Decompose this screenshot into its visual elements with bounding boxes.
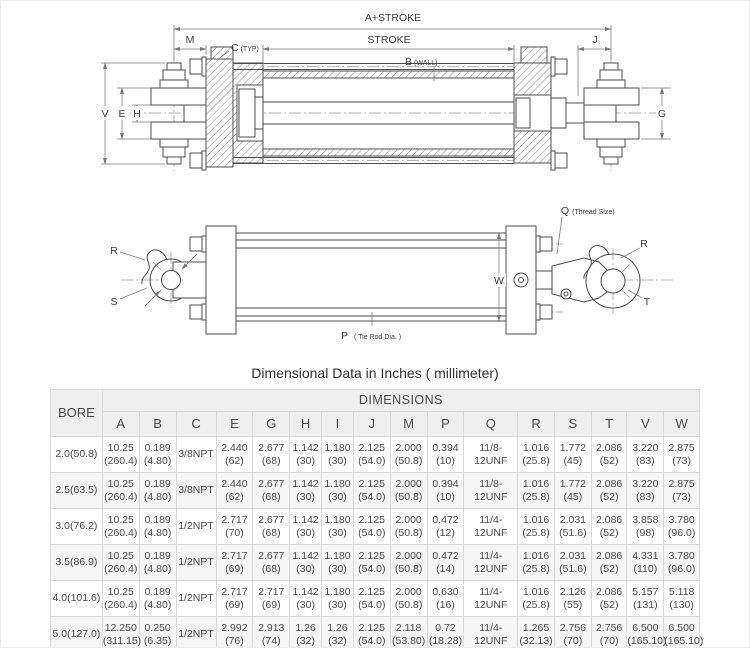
dimension-cell: 2.440 (62) (216, 437, 253, 473)
dimension-cell: 3.858 (98) (627, 509, 664, 545)
cap-clevis (151, 63, 208, 164)
dimension-cell: 2.125 (54.0) (353, 437, 390, 473)
dimension-cell: 0.189 (4.80) (139, 509, 176, 545)
dimension-cell: 2.717 (70) (216, 509, 253, 545)
dimension-cell: 2.677 (68) (253, 473, 290, 509)
dim-label-s: S (110, 296, 118, 308)
dimension-cell: 4.331 (110) (627, 545, 664, 581)
dimension-cell: 11/4-12UNF (464, 545, 518, 581)
dimension-cell: 2.125 (54.0) (353, 617, 390, 648)
column-header-i: I (322, 412, 354, 437)
dimension-cell: 1.180 (30) (322, 545, 354, 581)
dimension-cell: 1.26 (32) (290, 617, 322, 648)
dimension-cell: 10.25 (260.4) (102, 581, 139, 617)
table-row (51, 437, 700, 473)
bore-cell: 3.0(76.2) (51, 509, 103, 545)
dimension-cell: 6.500 (165.10) (664, 617, 700, 648)
dim-label-m: M (185, 34, 195, 46)
bore-cell: 5.0(127.0) (51, 617, 103, 648)
dimension-cell: 11/4-12UNF (464, 617, 518, 648)
dimension-cell: 1.26 (32) (322, 617, 354, 648)
head-plan (506, 226, 607, 334)
column-header-w: W (664, 412, 700, 437)
dimension-cell: 1.016 (25.8) (518, 545, 555, 581)
dim-label-q: Q (Thread Size) (561, 205, 615, 217)
dimension-cell: 2.992 (76) (216, 617, 253, 648)
dimension-cell: 1.180 (30) (322, 437, 354, 473)
dimension-cell: 2.000 (50.8) (390, 581, 427, 617)
table-title: Dimensional Data in Inches ( millimeter) (251, 365, 499, 381)
dimension-cell: 1.016 (25.8) (518, 509, 555, 545)
dimension-cell: 0.630 (16) (427, 581, 464, 617)
dimension-cell: 1.142 (30) (290, 581, 322, 617)
dimension-cell: 3/8NPT (176, 437, 216, 473)
dimension-cell: 0.394 (10) (427, 437, 464, 473)
dimension-cell: 3.220 (83) (627, 473, 664, 509)
dim-label-e: E (118, 108, 126, 120)
dimension-cell: 0.189 (4.80) (139, 437, 176, 473)
dimension-cell: 2.717 (69) (216, 581, 253, 617)
dimension-cell: 3.780 (96.0) (664, 545, 700, 581)
dim-label-t: T (643, 296, 651, 308)
column-header-e: E (216, 412, 253, 437)
column-header-h: H (290, 412, 322, 437)
column-header-a: A (102, 412, 139, 437)
column-header-q: Q (464, 412, 518, 437)
dimension-cell: 1.142 (30) (290, 509, 322, 545)
column-header-m: M (390, 412, 427, 437)
dim-label-stroke: STROKE (367, 34, 411, 46)
dimension-cell: 2.875 (73) (664, 437, 700, 473)
dimension-cell: 1.142 (30) (290, 473, 322, 509)
cylinder-tube (233, 64, 551, 164)
dim-label-r-left: R (110, 245, 118, 257)
side-section-drawing (1, 1, 750, 193)
dimension-cell: 5.118 (130) (664, 581, 700, 617)
dim-label-a-stroke: A+STROKE (364, 12, 422, 24)
dimension-cell: 2.031 (51.6) (554, 509, 591, 545)
dimension-cell: 2.086 (52) (591, 545, 627, 581)
dimension-cell: 6.500 (165.10) (627, 617, 664, 648)
dimension-cell: 10.25 (260.4) (102, 545, 139, 581)
bore-cell: 2.0(50.8) (51, 437, 103, 473)
dimension-cell: 3.780 (96.0) (664, 509, 700, 545)
dimension-cell: 12.250 (311.15) (102, 617, 139, 648)
dimension-cell: 1.180 (30) (322, 509, 354, 545)
dimension-cell: 1.142 (30) (290, 545, 322, 581)
dim-label-g: G (657, 108, 667, 120)
dimension-cell: 10.25 (260.4) (102, 473, 139, 509)
dimension-cell: 1.772 (45) (554, 437, 591, 473)
dimension-cell: 1.180 (30) (322, 473, 354, 509)
table-row (51, 545, 700, 581)
column-header-c: C (176, 412, 216, 437)
dimension-cell: 2.086 (52) (591, 509, 627, 545)
dimension-cell: 1/2NPT (176, 545, 216, 581)
dimension-cell: 1/2NPT (176, 581, 216, 617)
dimension-cell: 2.086 (52) (591, 581, 627, 617)
dimension-cell: 1.180 (30) (322, 581, 354, 617)
dimension-cell: 11/4-12UNF (464, 581, 518, 617)
dimension-cell: 0.472 (12) (427, 509, 464, 545)
dimension-cell: 3/8NPT (176, 473, 216, 509)
table-body (51, 437, 704, 648)
table-row (51, 617, 700, 648)
dimension-cell: 11/8-12UNF (464, 473, 518, 509)
dimension-cell: 1.772 (45) (554, 473, 591, 509)
dimension-cell: 11/8-12UNF (464, 437, 518, 473)
dimension-cell: 1.016 (25.8) (518, 473, 555, 509)
dimension-cell: 1/2NPT (176, 617, 216, 648)
dimension-cell: 2.717 (69) (253, 581, 290, 617)
dimension-cell: 0.189 (4.80) (139, 473, 176, 509)
dimension-cell: 2.677 (68) (253, 545, 290, 581)
dim-label-b: B (WALL) (405, 56, 438, 68)
table-row (51, 581, 700, 617)
dimension-cell: 1.265 (32.13) (518, 617, 555, 648)
table-row (51, 509, 700, 545)
dimension-cell: 10.25 (260.4) (102, 509, 139, 545)
rod-head (514, 47, 584, 170)
dimension-cell: 2.913 (74) (253, 617, 290, 648)
column-header-v: V (627, 412, 664, 437)
tube-plan (236, 233, 506, 321)
dimension-cell: 2.756 (70) (554, 617, 591, 648)
dim-label-p: P ( Tie Rod Dia. ) (341, 330, 402, 342)
dimension-cell: 2.717 (69) (216, 545, 253, 581)
dimension-cell: 1.016 (25.8) (518, 437, 555, 473)
column-header-j: J (353, 412, 390, 437)
table-row (51, 473, 700, 509)
dim-label-v: V (101, 108, 109, 120)
dimensions-header: DIMENSIONS (102, 390, 699, 412)
dimension-cell: 2.756 (70) (591, 617, 627, 648)
dimension-cell: 2.000 (50.8) (390, 473, 427, 509)
bore-header: BORE (51, 390, 103, 437)
bore-cell: 4.0(101.6) (51, 581, 103, 617)
dimension-cell: 0.72 (18.28) (427, 617, 464, 648)
dimension-cell: 2.677 (68) (253, 509, 290, 545)
column-header-s: S (554, 412, 591, 437)
dimension-cell: 2.125 (54.0) (353, 473, 390, 509)
dim-label-h: H (133, 108, 141, 120)
dimension-cell: 1.142 (30) (290, 437, 322, 473)
dim-label-j: J (592, 34, 598, 46)
dimension-cell: 0.250 (6.35) (139, 617, 176, 648)
dimension-cell: 2.118 (53.80) (390, 617, 427, 648)
dimension-cell: 0.394 (10) (427, 473, 464, 509)
dimension-cell: 2.126 (55) (554, 581, 591, 617)
column-header-g: G (253, 412, 290, 437)
dimension-cell: 2.125 (54.0) (353, 545, 390, 581)
dim-label-w: W (494, 275, 504, 287)
bore-cell: 2.5(63.5) (51, 473, 103, 509)
dimension-cell: 1.016 (25.8) (518, 581, 555, 617)
dimension-cell: 2.000 (50.8) (390, 509, 427, 545)
dimension-cell: 2.086 (52) (591, 473, 627, 509)
dimension-cell: 0.189 (4.80) (139, 545, 176, 581)
dimensions-table (50, 389, 704, 648)
dimension-cell: 2.031 (51.6) (554, 545, 591, 581)
column-header-t: T (591, 412, 627, 437)
dimension-cell: 11/4-12UNF (464, 509, 518, 545)
dimension-cell: 2.086 (52) (591, 437, 627, 473)
bore-cell: 3.5(86.9) (51, 545, 103, 581)
dimension-cell: 2.125 (54.0) (353, 581, 390, 617)
dim-label-c: C (TYP) (231, 42, 259, 54)
dimension-cell: 2.677 (68) (253, 437, 290, 473)
column-header-p: P (427, 412, 464, 437)
dimension-cell: 2.440 (62) (216, 473, 253, 509)
dimension-cell: 10.25 (260.4) (102, 437, 139, 473)
dim-label-r-right: R (640, 238, 648, 250)
rod-clevis (584, 63, 639, 164)
dimension-cell: 5.157 (131) (627, 581, 664, 617)
column-header-b: B (139, 412, 176, 437)
dimension-cell: 2.875 (73) (664, 473, 700, 509)
dimension-cell: 2.000 (50.8) (390, 437, 427, 473)
dimension-cell: 1/2NPT (176, 509, 216, 545)
dimension-cell: 0.472 (14) (427, 545, 464, 581)
dimension-cell: 2.125 (54.0) (353, 509, 390, 545)
dimension-cell: 0.189 (4.80) (139, 581, 176, 617)
dimension-cell: 3.220 (83) (627, 437, 664, 473)
dimension-cell: 2.000 (50.8) (390, 545, 427, 581)
cap-clevis-plan (142, 250, 206, 301)
plan-view-drawing (1, 198, 750, 356)
column-header-r: R (518, 412, 555, 437)
